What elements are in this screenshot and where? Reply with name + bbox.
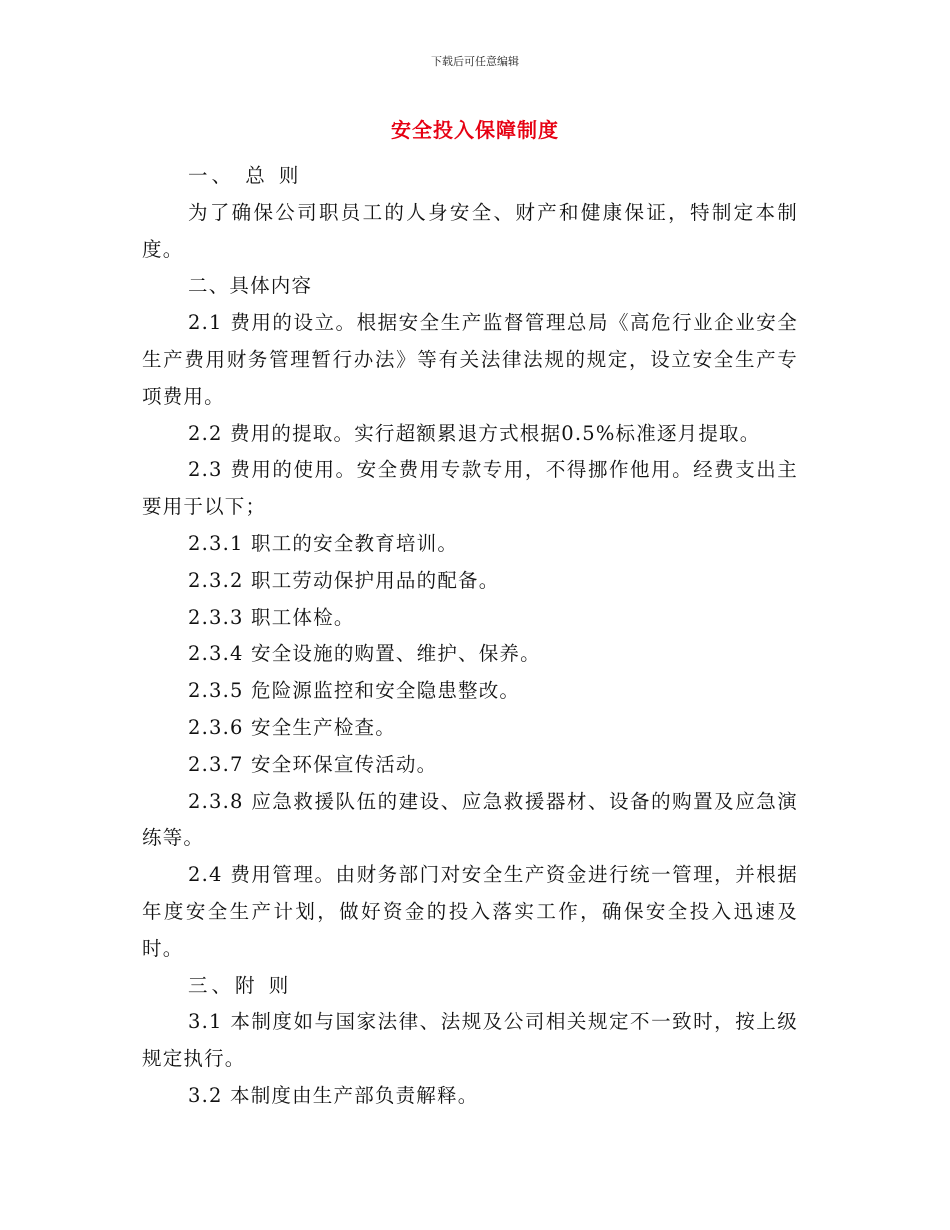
section-heading-supplementary: 三、附 则 [188,973,293,997]
clause-2-3-3: 2.3.3 职工体检。 [188,605,355,629]
clause-2-3-7: 2.3.7 安全环保宣传活动。 [188,752,438,776]
clause-2-4: 2.4 费用管理。由财务部门对安全生产资金进行统一管理，并根据年度安全生产计划，做好资金的投入落实工作，确保安全投入迅速及时。 [142,863,798,960]
document-body [142,158,798,1115]
clause-3-2: 3.2 本制度由生产部负责解释。 [188,1083,479,1107]
document-title: 安全投入保障制度 [391,118,559,142]
clause-2-3: 2.3 费用的使用。安全费用专款专用，不得挪作他用。经费支出主要用于以下； [142,458,798,519]
clause-2-3-2: 2.3.2 职工劳动保护用品的配备。 [188,568,500,592]
clause-2-3-4: 2.3.4 安全设施的购置、维护、保养。 [188,642,541,666]
clause-2-1: 2.1 费用的设立。根据安全生产监督管理总局《高危行业企业安全生产费用财务管理暂行办法》等有关法律法规的规定，设立安全生产专项费用。 [142,311,798,408]
clause-3-1: 3.1 本制度如与国家法律、法规及公司相关规定不一致时，按上级规定执行。 [142,1010,798,1071]
section-heading-content: 二、具体内容 [188,274,313,298]
clause-2-2: 2.2 费用的提取。实行超额累退方式根据0.5%标准逐月提取。 [188,421,761,445]
clause-2-3-5: 2.3.5 危险源监控和安全隐患整改。 [188,679,521,703]
paragraph-purpose: 为了确保公司职员工的人身安全、财产和健康保证，特制定本制度。 [142,200,798,261]
clause-2-3-1: 2.3.1 职工的安全教育培训。 [188,531,459,555]
section-heading-general: 一、 总 则 [188,164,303,187]
clause-2-3-6: 2.3.6 安全生产检查。 [188,715,396,739]
clause-2-3-8: 2.3.8 应急救援队伍的建设、应急救援器材、设备的购置及应急演练等。 [142,789,798,850]
header-note: 下载后可任意编辑 [431,55,519,68]
